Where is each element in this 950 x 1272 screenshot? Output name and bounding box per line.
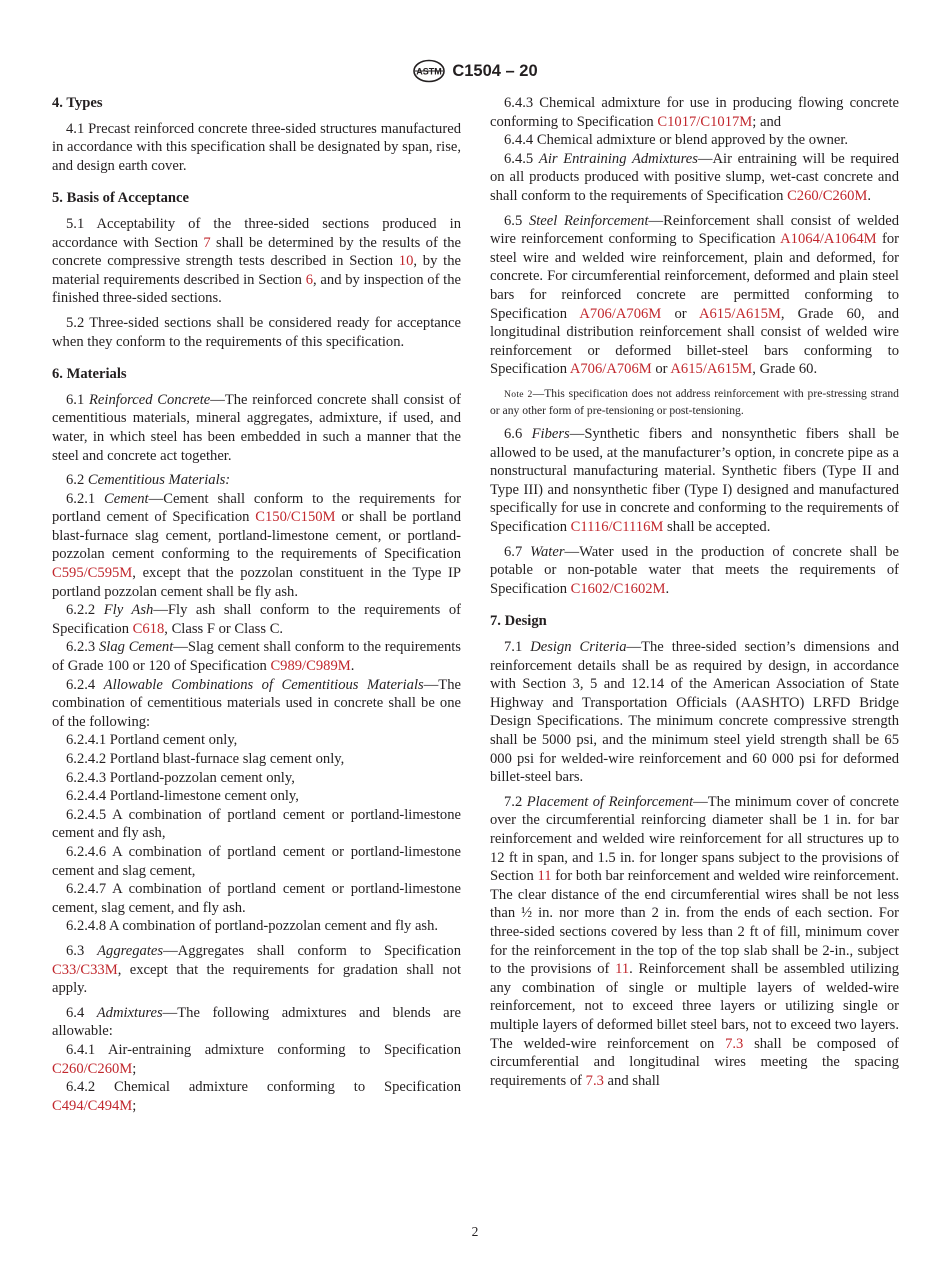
paragraph: 6.2 Cementitious Materials: bbox=[66, 472, 231, 489]
spec-link[interactable]: C494/C494M bbox=[52, 1097, 133, 1114]
list-item: 6.2.4.3 Portland-pozzolan cement only, bbox=[66, 769, 295, 786]
paragraph: 6.2.2 Fly Ash—Fly ash shall conform to the requirements of Specification C618, Class F or Class C. bbox=[52, 602, 461, 637]
list-item: 6.2.4.5 A combination of portland cement or portland-limestone cement and fly ash, bbox=[52, 806, 461, 842]
page-header bbox=[0, 58, 950, 84]
paragraph: 7.2 Placement of Reinforcement—The minimum cover of concrete over the circumferential reinforcing diameter shall be 1 in. for bar reinforcement and welded wire reinforcement for all structures up to 12 ft in span, and 1.5 in. for longer spans subject to the provisions of Section 11 for both bar reinforcement and welded wire reinforcement. The clear distance of the end circumferential wires shall be not less than ½ in. nor more than 2 in. from the ends of each section. For three-sided sections covered by less than 2 ft of fill, minimum cover for the reinforcement in the top of the top slab shall be 2-in., subject to the provisions of 11. Reinforcement shall be assembled utilizing any combination of single or multiple layers of welded-wire reinforcement, not to exceed three layers or utilizing single or multiple layers of deformed billet steel bars, not to exceed two layers. The welded-wire reinforcement on 7.3 shall be composed of circumferential and longitudinal wires meeting the spacing requirements of 7.3 and shall bbox=[490, 793, 900, 1089]
spec-link[interactable]: C1602/C1602M bbox=[570, 580, 666, 597]
logo-text: ASTM bbox=[416, 66, 443, 77]
paragraph: 6.5 Steel Reinforcement—Reinforcement shall consist of welded wire reinforcement conforming to Specification A1064/A1064M for steel wire and welded wire reinforcement, plain and deformed, for concrete. For circumferential reinforcement, deformed and plain steel bars for reinforced concrete are permitted conforming to Specification A706/A706M or A615/A615M, Grade 60, and longitudinal distribution reinforcement shall consist of welded wire reinforcement or deformed billet-steel bars conforming to Specification A706/A706M or A615/A615M, Grade 60. bbox=[490, 212, 899, 378]
section-heading: 7. Design bbox=[490, 613, 547, 630]
paragraph: 6.7 Water—Water used in the production of concrete shall be potable or non-potable water that meets the requirements of Specification C1602/C1602M. bbox=[490, 543, 900, 597]
list-item: 6.2.4.6 A combination of portland cement or portland-limestone cement and slag cement, bbox=[52, 843, 461, 879]
spec-link[interactable]: A706/A706M bbox=[569, 361, 652, 378]
spec-link[interactable]: C618 bbox=[132, 620, 165, 637]
spec-link[interactable]: A615/A615M bbox=[670, 361, 753, 378]
paragraph: 4.1 Precast reinforced concrete three-sided structures manufactured in accordance with this specification shall be designated by span, rise, and design earth cover. bbox=[52, 120, 461, 174]
spec-link[interactable]: A1064/A1064M bbox=[780, 231, 877, 248]
section-heading: 4. Types bbox=[52, 95, 103, 111]
section-heading: 6. Materials bbox=[52, 366, 127, 383]
paragraph: 5.2 Three-sided sections shall be considered ready for acceptance when they conform to the requirements of this specification. bbox=[52, 314, 461, 350]
paragraph: 6.2.1 Cement—Cement shall conform to the requirements for portland cement of Specification C150/C150M or shall be portland blast-furnace slag cement, portland-limestone cement, or portland-pozzolan cement conforming to the requirements of Specification C595/C595M, except that the pozzolan constituent in the Type IP portland pozzolan cement shall be fly ash. bbox=[52, 490, 461, 600]
paragraph: 5.1 Acceptability of the three-sided sections produced in accordance with Section 7 shall be determined by the results of the concrete compressive strength tests described in Section 10, by the material requirements described in Section 6, and by inspection of the finished three-sided sections. bbox=[52, 215, 462, 307]
spec-link[interactable]: C989/C989M bbox=[270, 658, 351, 675]
spec-link[interactable]: C1017/C1017M bbox=[657, 113, 753, 130]
spec-link[interactable]: C260/C260M bbox=[787, 187, 868, 204]
section-link[interactable]: 7.3 bbox=[725, 1035, 744, 1052]
spec-link[interactable]: C595/C595M bbox=[52, 565, 133, 582]
list-item: 6.2.4.4 Portland-limestone cement only, bbox=[66, 788, 299, 805]
paragraph: 6.3 Aggregates—Aggregates shall conform to Specification C33/C33M, except that the requirements for gradation shall not apply. bbox=[52, 942, 461, 997]
paragraph: 6.4.4 Chemical admixture or blend approved by the owner. bbox=[504, 132, 849, 149]
paragraph: 6.6 Fibers—Synthetic fibers and nonsynthetic fibers shall be allowed to be used, at the manufacturer’s option, in concrete pipe as a nonstructural manufacturing material. Synthetic fibers (Type II and Type III) and nonsynthetic fiber (Type I) designed and manufactured specifically for use in concrete and conforming to the requirements of Specification C1116/C1116M shall be accepted. bbox=[490, 426, 900, 536]
paragraph: 6.4.5 Air Entraining Admixtures—Air entraining will be required on all products produced with positive slump, wet-cast concrete and shall conform to the requirements of Specification C260/C260M. bbox=[490, 150, 900, 204]
list-item: 6.2.4.7 A combination of portland cement or portland-limestone cement, slag cement, and fly ash. bbox=[52, 881, 461, 916]
section-link[interactable]: 6 bbox=[305, 271, 314, 288]
paragraph: 6.2.4 Allowable Combinations of Cementitious Materials—The combination of cementitious materials used in concrete shall be one of the following: bbox=[52, 676, 461, 730]
note-label: Note 2 bbox=[504, 388, 533, 400]
section-link[interactable]: 11 bbox=[537, 868, 552, 885]
spec-link[interactable]: A615/A615M bbox=[698, 305, 781, 322]
standard-designation: C1504 – 20 bbox=[452, 61, 538, 80]
list-item: 6.2.4.1 Portland cement only, bbox=[66, 732, 238, 749]
list-item: 6.2.4.8 A combination of portland-pozzolan cement and fly ash. bbox=[66, 918, 439, 935]
spec-link[interactable]: C33/C33M bbox=[52, 961, 118, 978]
paragraph: 6.1 Reinforced Concrete—The reinforced concrete shall consist of cementitious materials, mineral aggregates, admixture, if used, and water, in which steel has been embedded in such a manner that the steel and concrete act together. bbox=[52, 391, 461, 464]
section-heading: 5. Basis of Acceptance bbox=[52, 190, 190, 207]
astm-logo-icon bbox=[412, 59, 446, 83]
section-link[interactable]: 11 bbox=[615, 961, 630, 978]
note: Note 2—This specification does not address reinforcement with pre-stressing strand or any other form of pre-tensioning or post-tensioning. bbox=[490, 386, 899, 417]
page-number: 2 bbox=[471, 1224, 479, 1239]
paragraph: 6.2.3 Slag Cement—Slag cement shall conform to the requirements of Grade 100 or 120 of Specification C989/C989M. bbox=[52, 639, 461, 675]
paragraph: 6.4.3 Chemical admixture for use in producing flowing concrete conforming to Specification C1017/C1017M; and bbox=[490, 95, 899, 130]
right-column bbox=[490, 94, 899, 1090]
paragraph: 6.4 Admixtures—The following admixtures and blends are allowable: bbox=[52, 1004, 461, 1040]
list-item: 6.2.4.2 Portland blast-furnace slag cement only, bbox=[66, 751, 345, 767]
section-link[interactable]: 10 bbox=[398, 253, 414, 270]
section-link[interactable]: 7.3 bbox=[585, 1072, 604, 1089]
paragraph: 6.4.1 Air-entraining admixture conforming to Specification C260/C260M; bbox=[52, 1041, 461, 1077]
spec-link[interactable]: C260/C260M bbox=[52, 1060, 133, 1077]
section-link[interactable]: 7 bbox=[203, 234, 211, 251]
spec-link[interactable]: A706/A706M bbox=[579, 305, 662, 322]
paragraph: 7.1 Design Criteria—The three-sided section’s dimensions and reinforcement details shall be as required by design, in accordance with Section 3, 5 and 12.14 of the American Association of State Highway and Transportation Officials (AASHTO) LRFD Bridge Design Specifications. The minimum concrete compressive strength shall be 5000 psi, and the minimum steel yield strength shall be 65 000 psi for welded-wire reinforcement and 60 000 psi for deformed billet-steel bars. bbox=[490, 639, 899, 786]
spec-link[interactable]: C150/C150M bbox=[255, 509, 336, 526]
spec-link[interactable]: C1116/C1116M bbox=[570, 519, 664, 536]
left-column bbox=[52, 94, 461, 1115]
paragraph: 6.4.2 Chemical admixture conforming to Specification C494/C494M; bbox=[52, 1079, 461, 1114]
